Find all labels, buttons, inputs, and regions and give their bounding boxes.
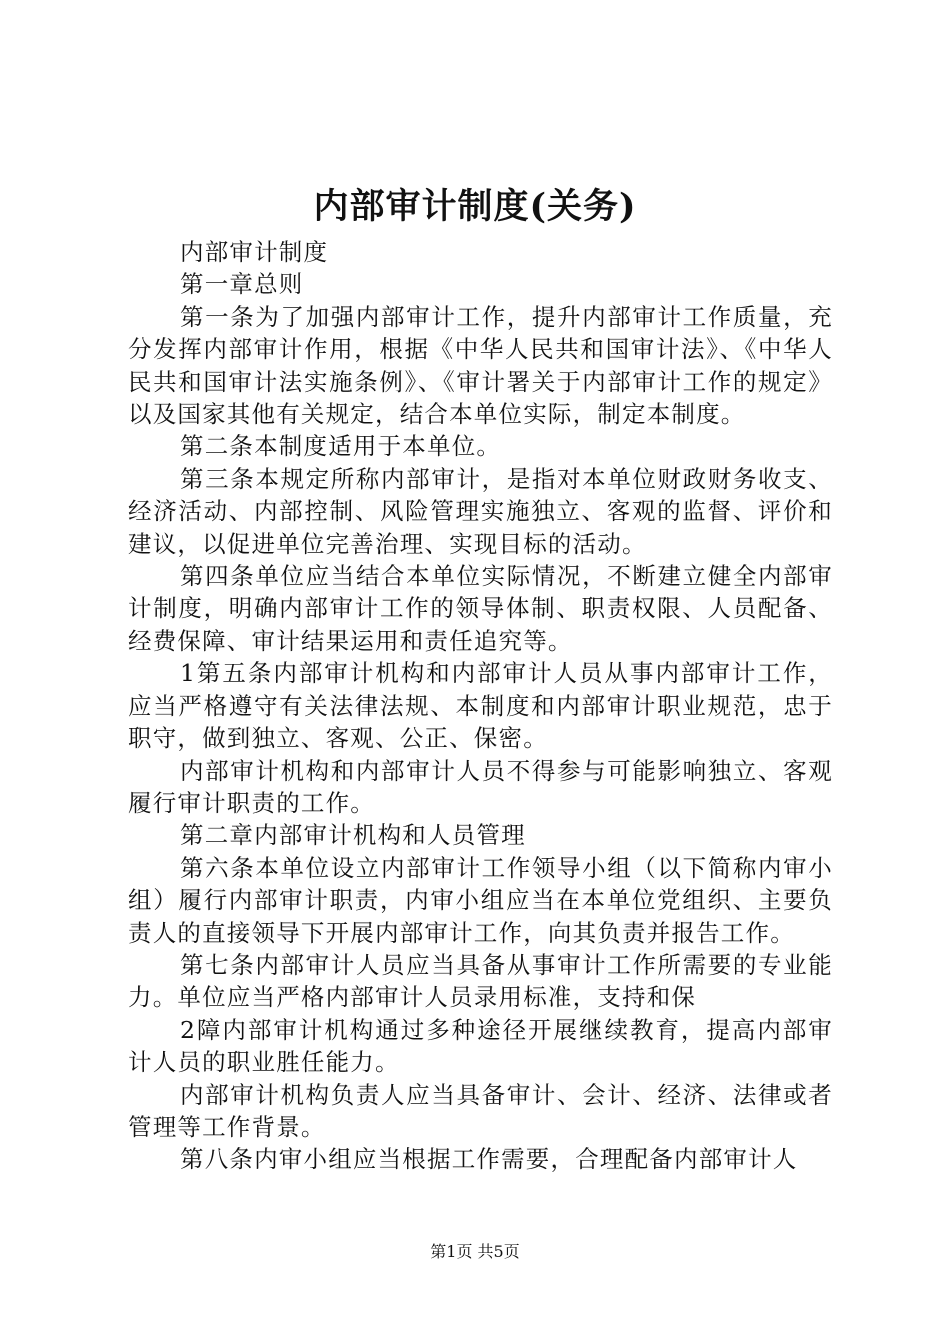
paragraph-chapter-1: 第一章总则 (180, 270, 304, 299)
paragraph-article-5: 1第五条内部审计机构和内部审计人员从事内部审计工作，应当严格遵守有关法律法规、本制度和内部审计职业规范，忠于职守，做到独立、客观、公正、保密。 (128, 659, 833, 753)
paragraph-article-7-head: 内部审计机构负责人应当具备审计、会计、经济、法律或者管理等工作背景。 (128, 1080, 833, 1141)
paragraph-article-6: 第六条本单位设立内部审计工作领导小组（以下简称内审小组）履行内部审计职责，内审小组应当在本单位党组织、主要负责人的直接领导下开展内部审计工作，向其负责并报告工作。 (128, 853, 833, 947)
paragraph-article-2: 第二条本制度适用于本单位。 (180, 432, 502, 461)
paragraph-article-3: 第三条本规定所称内部审计，是指对本单位财政财务收支、经济活动、内部控制、风险管理实施独立、客观的监督、评价和建议，以促进单位完善治理、实现目标的活动。 (128, 464, 833, 558)
paragraph-article-1: 第一条为了加强内部审计工作，提升内部审计工作质量，充分发挥内部审计作用，根据《中华人民共和国审计法》、《中华人民共和国审计法实施条例》、《审计署关于内部审计工作的规定》以及国家其他有关规定，结合本单位实际，制定本制度。 (128, 302, 833, 429)
document-body (128, 236, 833, 1176)
paragraph-article-5-cont: 内部审计机构和内部审计人员不得参与可能影响独立、客观履行审计职责的工作。 (128, 756, 833, 817)
paragraph-chapter-2: 第二章内部审计机构和人员管理 (180, 821, 526, 850)
paragraph-article-8: 第八条内审小组应当根据工作需要，合理配备内部审计人 (180, 1145, 798, 1174)
page-footer: 第1页 共5页 (430, 1242, 520, 1261)
paragraph-article-7: 第七条内部审计人员应当具备从事审计工作所需要的专业能力。单位应当严格内部审计人员录用标准，支持和保 (128, 950, 833, 1012)
document-title: 内部审计制度(关务) (313, 186, 637, 227)
paragraph-heading-system: 内部审计制度 (180, 238, 329, 266)
paragraph-article-7-cont: 2障内部审计机构通过多种途径开展继续教育，提高内部审计人员的职业胜任能力。 (128, 1015, 833, 1077)
paragraph-article-4: 第四条单位应当结合本单位实际情况，不断建立健全内部审计制度，明确内部审计工作的领导体制、职责权限、人员配备、经费保障、审计结果运用和责任追究等。 (128, 562, 833, 655)
